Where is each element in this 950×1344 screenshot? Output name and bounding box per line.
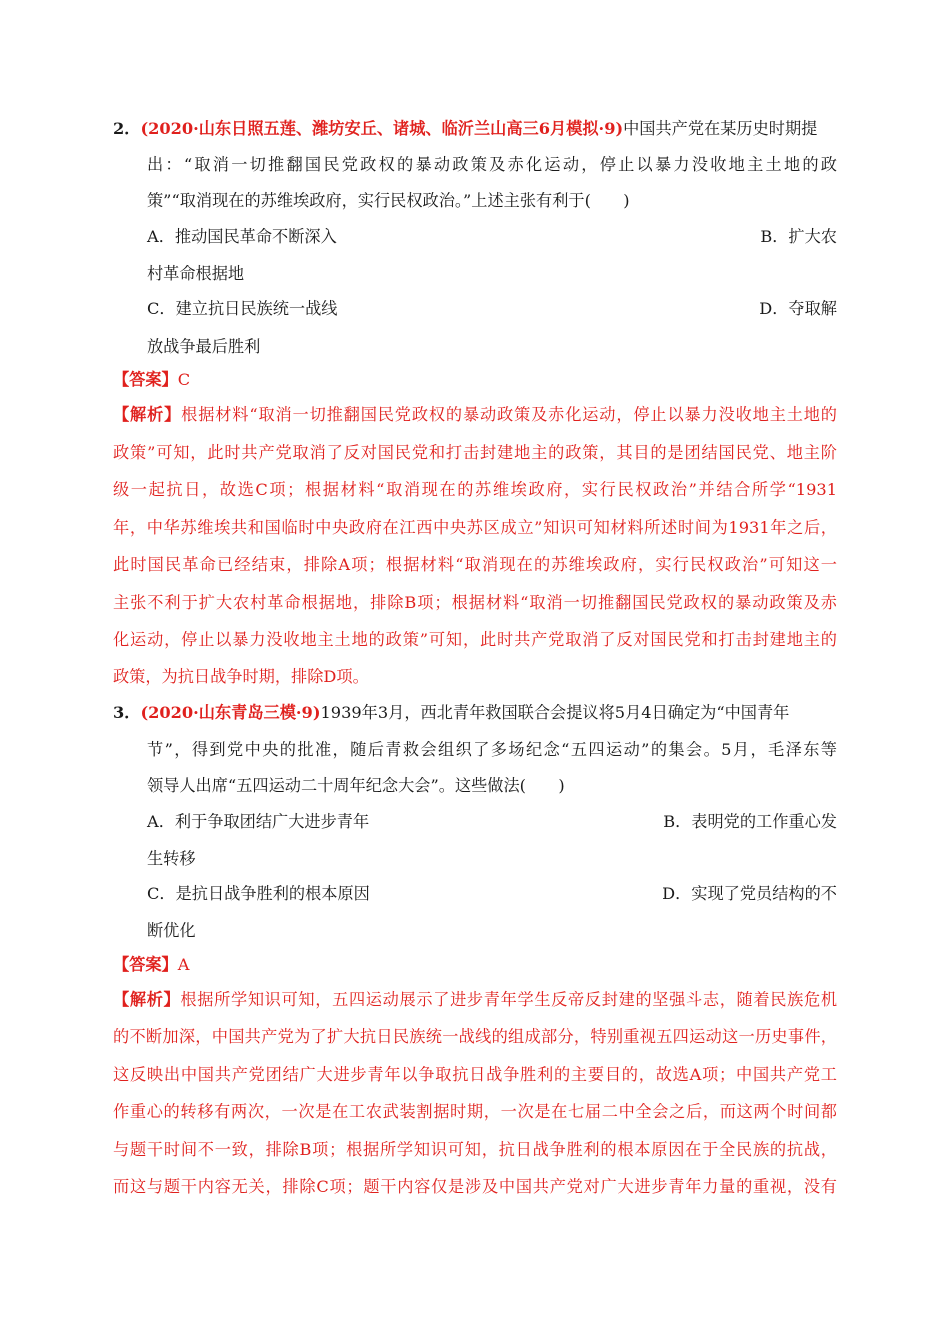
question-stem-line: 中国共产党在某历史时期提	[623, 119, 818, 138]
answer-label: 【答案】	[113, 370, 178, 389]
question-stem-line: 出：“取消一切推翻国民党政权的暴动政策及赤化运动，停止以暴力没收地主土地的政	[147, 155, 837, 174]
option-b: B．扩大农	[760, 227, 837, 246]
answer-label: 【答案】	[113, 955, 178, 974]
analysis-line	[113, 404, 837, 426]
option-b: B．表明党的工作重心发	[663, 812, 837, 831]
question-source: (2020·山东日照五莲、潍坊安丘、诸城、临沂兰山高三6月模拟·9)	[140, 119, 624, 138]
option-d: D．夺取解	[759, 299, 837, 318]
analysis-line: 这反映出中国共产党团结广大进步青年以争取抗日战争胜利的主要目的，故选A项；中国共产党工	[113, 1065, 837, 1084]
question-3-heading	[113, 702, 789, 724]
analysis-line: 级一起抗日，故选C项；根据材料“取消现在的苏维埃政府，实行民权政治”并结合所学“1931	[113, 480, 837, 499]
analysis-line: 而这与题干内容无关，排除C项；题干内容仅是涉及中国共产党对广大进步青年力量的重视，没有	[113, 1177, 837, 1196]
option-d: D．实现了党员结构的不	[662, 884, 837, 903]
analysis-label: 【解析】	[113, 990, 181, 1009]
option-row	[147, 226, 837, 248]
answer-line	[113, 369, 190, 391]
analysis-line: 主张不利于扩大农村革命根据地，排除B项；根据材料“取消一切推翻国民党政权的暴动政策及赤	[113, 593, 837, 612]
analysis-text: 根据材料“取消一切推翻国民党政权的暴动政策及赤化运动，停止以暴力没收地主土地的	[181, 405, 837, 424]
analysis-line: 作重心的转移有两次，一次是在工农武装割据时期，一次是在七届二中全会之后，而这两个时间都	[113, 1102, 837, 1121]
answer-value: C	[177, 370, 191, 389]
analysis-text: 根据所学知识可知，五四运动展示了进步青年学生反帝反封建的坚强斗志，随着民族危机	[180, 990, 838, 1009]
option-b-continued: 村革命根据地	[147, 264, 245, 283]
option-c: C．是抗日战争胜利的根本原因	[147, 884, 370, 903]
option-a: A．利于争取团结广大进步青年	[147, 812, 370, 831]
question-stem-line: 策”“取消现在的苏维埃政府，实行民权政治。”上述主张有利于( )	[147, 191, 630, 210]
question-number: 3．	[113, 703, 141, 722]
analysis-line: 年，中华苏维埃共和国临时中央政府在江西中央苏区成立”知识可知材料所述时间为1931年之后，	[113, 518, 837, 537]
question-2-heading	[113, 118, 817, 140]
answer-line	[113, 954, 189, 976]
analysis-line: 此时国民革命已经结束，排除A项；根据材料“取消现在的苏维埃政府，实行民权政治”可知这一	[113, 555, 837, 574]
option-row	[147, 811, 837, 833]
option-c: C．建立抗日民族统一战线	[147, 299, 338, 318]
option-row	[147, 883, 837, 905]
question-stem-line: 节”，得到党中央的批准，随后青救会组织了多场纪念“五四运动”的集会。5月，毛泽东等	[147, 740, 837, 759]
analysis-line: 政策，为抗日战争时期，排除D项。	[113, 667, 369, 686]
analysis-line: 的不断加深，中国共产党为了扩大抗日民族统一战线的组成部分，特别重视五四运动这一历史事件，	[113, 1027, 837, 1046]
analysis-label: 【解析】	[113, 405, 182, 424]
option-b-continued: 生转移	[147, 849, 196, 868]
analysis-line: 政策”可知，此时共产党取消了反对国民党和打击封建地主的政策，其目的是团结国民党、地主阶	[113, 443, 837, 462]
question-source: (2020·山东青岛三模·9)	[140, 703, 321, 722]
answer-value: A	[177, 955, 190, 974]
analysis-line: 化运动，停止以暴力没收地主土地的政策”可知，此时共产党取消了反对国民党和打击封建地主的	[113, 630, 837, 649]
option-a: A．推动国民革命不断深入	[147, 227, 337, 246]
analysis-line	[113, 989, 837, 1011]
question-stem-line: 领导人出席“五四运动二十周年纪念大会”。这些做法( )	[147, 776, 565, 795]
analysis-line: 与题干时间不一致，排除B项；根据所学知识可知，抗日战争胜利的根本原因在于全民族的抗战，	[113, 1140, 837, 1159]
option-row	[147, 298, 837, 320]
question-number: 2．	[113, 119, 141, 138]
option-d-continued: 断优化	[147, 921, 196, 940]
option-d-continued: 放战争最后胜利	[147, 337, 261, 356]
question-stem-line: 1939年3月，西北青年救国联合会提议将5月4日确定为“中国青年	[320, 703, 790, 722]
